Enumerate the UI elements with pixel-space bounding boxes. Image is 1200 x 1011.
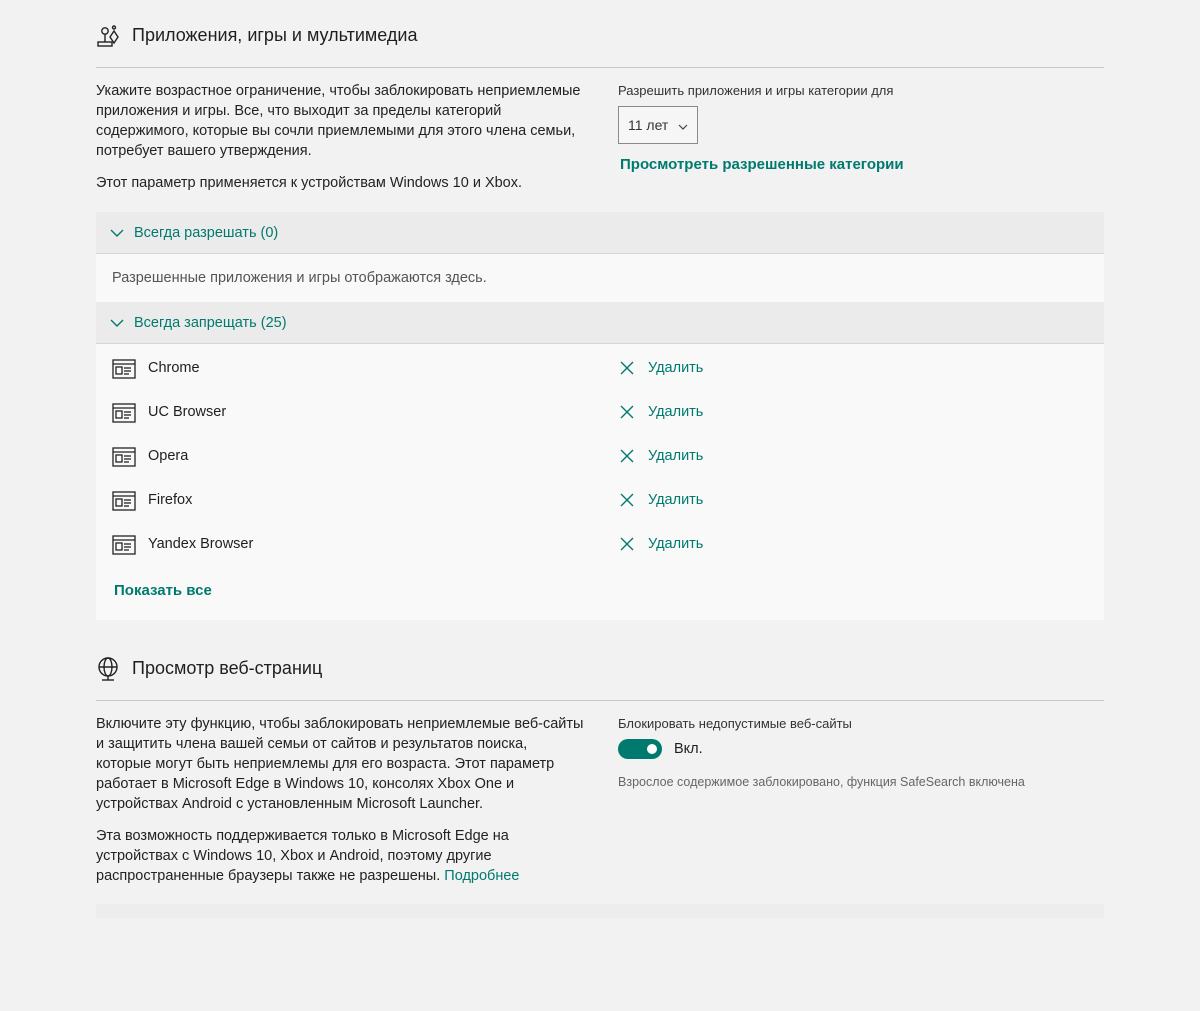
web-section-header — [96, 637, 1104, 701]
apps-section-title: Приложения, игры и мультимедиа — [132, 25, 418, 45]
blocked-app-list — [96, 346, 1104, 566]
toggle-knob — [647, 744, 657, 754]
blocked-app-name: Opera — [148, 448, 189, 464]
web-description-p2-text: Эта возможность поддерживается только в Microsoft Edge на устройствах с Windows 10, Xbox и Android, поэтому другие распространенные браузеры также не разрешены. — [96, 828, 509, 884]
close-icon — [620, 361, 634, 375]
always-block-panel — [96, 344, 1104, 620]
apps-description — [96, 81, 596, 205]
web-description-p1: Включите эту функцию, чтобы заблокировать неприемлемые веб-сайты и защитить члена вашей семьи от сайтов и результатов поиска, которые могут быть неприемлемы для его возраста. Этот параметр работает в Microsoft Edge в Windows 10, консолях Xbox One и устройствах Android с установленным Microsoft Launcher. — [96, 716, 584, 812]
always-block-label: Всегда запрещать (25) — [134, 314, 287, 331]
always-allow-panel — [96, 254, 1104, 302]
web-description-p2 — [96, 826, 586, 886]
blocked-app-row — [96, 390, 1104, 434]
remove-app-label: Удалить — [648, 448, 704, 464]
web-section — [96, 637, 1104, 901]
blocked-app-name: Yandex Browser — [148, 536, 254, 552]
blocked-app-name: Chrome — [148, 360, 200, 376]
view-allowed-categories-link[interactable]: Просмотреть разрешенные категории — [620, 156, 904, 173]
chevron-down-icon — [110, 224, 124, 242]
close-icon — [620, 537, 634, 551]
close-icon — [620, 493, 634, 507]
age-limit-value: 11 лет — [628, 117, 669, 133]
learn-more-link[interactable]: Подробнее — [444, 868, 520, 884]
chevron-down-icon — [678, 117, 688, 133]
app-window-icon — [112, 359, 136, 384]
block-websites-toggle[interactable] — [618, 739, 662, 759]
blocked-app-name: UC Browser — [148, 404, 227, 420]
joystick-icon — [96, 23, 122, 49]
blocked-app-row — [96, 522, 1104, 566]
remove-app-button[interactable] — [620, 492, 703, 508]
always-block-header[interactable] — [96, 302, 1104, 344]
remove-app-label: Удалить — [648, 360, 704, 376]
remove-app-button[interactable] — [620, 404, 703, 420]
remove-app-label: Удалить — [648, 492, 704, 508]
bottom-band — [96, 904, 1104, 918]
apps-description-p1: Укажите возрастное ограничение, чтобы заблокировать неприемлемые приложения и игры. Все, что выходит за пределы категорий содержимого, которые вы сочли приемлемыми для этого члена семьи, потребует вашего утверждения. — [96, 83, 581, 159]
apps-description-p2: Этот параметр применяется к устройствам Windows 10 и Xbox. — [96, 175, 523, 191]
remove-app-button[interactable] — [620, 448, 703, 464]
safesearch-note: Взрослое содержимое заблокировано, функция SafeSearch включена — [618, 775, 1025, 789]
web-description — [96, 714, 586, 898]
remove-app-button[interactable] — [620, 536, 703, 552]
app-window-icon — [112, 535, 136, 560]
age-limit-label: Разрешить приложения и игры категории для — [618, 83, 894, 98]
globe-icon — [96, 656, 122, 682]
always-allow-label: Всегда разрешать (0) — [134, 224, 279, 241]
close-icon — [620, 449, 634, 463]
blocked-app-row — [96, 346, 1104, 390]
always-allow-header[interactable] — [96, 212, 1104, 254]
blocked-app-row — [96, 478, 1104, 522]
remove-app-label: Удалить — [648, 404, 704, 420]
chevron-down-icon — [110, 314, 124, 332]
close-icon — [620, 405, 634, 419]
app-window-icon — [112, 403, 136, 428]
app-window-icon — [112, 491, 136, 516]
remove-app-label: Удалить — [648, 536, 704, 552]
web-section-title: Просмотр веб-страниц — [132, 658, 323, 678]
app-window-icon — [112, 447, 136, 472]
apps-section — [96, 4, 1104, 620]
blocked-app-row — [96, 434, 1104, 478]
show-all-link[interactable]: Показать все — [114, 582, 212, 599]
block-websites-label: Блокировать недопустимые веб-сайты — [618, 716, 852, 731]
apps-section-header — [96, 4, 1104, 68]
remove-app-button[interactable] — [620, 360, 703, 376]
always-allow-empty-message: Разрешенные приложения и игры отображаются здесь. — [112, 270, 487, 286]
blocked-app-name: Firefox — [148, 492, 193, 508]
toggle-state-label: Вкл. — [674, 741, 703, 757]
age-limit-select[interactable] — [618, 106, 698, 144]
